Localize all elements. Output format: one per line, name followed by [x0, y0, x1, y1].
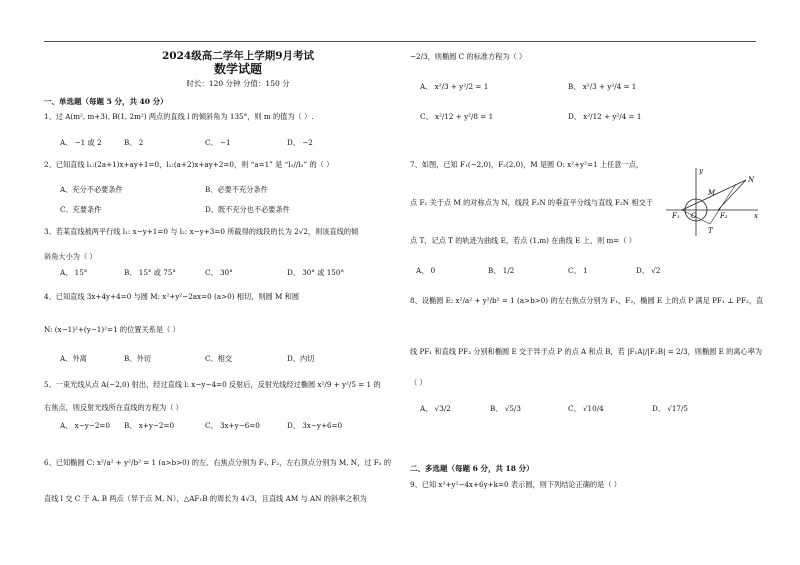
q7-option-b: B、 1/2 — [488, 266, 515, 275]
exam-info: 时长：120 分钟 分值：150 分 — [186, 79, 290, 88]
q5-option-b: B、 x+y−2=0 — [124, 421, 175, 430]
q1-option-c: C、 −1 — [205, 138, 231, 147]
label-f2: F₂ — [720, 212, 728, 220]
q3-option-d: D、 30° 或 150° — [287, 268, 345, 277]
q6-option-c: C、 x²/12 + y²/8 = 1 — [420, 112, 494, 121]
q4-option-c: C、相交 — [205, 354, 233, 363]
q7-option-a: A、 0 — [416, 266, 436, 275]
q5-option-c: C、 3x+y−6=0 — [205, 421, 260, 430]
exam-title: 2024级高二学年上学期9月考试 — [161, 50, 315, 62]
q6-stem-2: 直线 l 交 C 于 A, B 两点（异于点 M, N），△AF₁B 的周长为 4√3，且直线 AM 与 AN 的斜率之积为 — [44, 494, 367, 503]
q2-option-a: A、充分不必要条件 — [60, 185, 123, 194]
q2-option-b: B、必要不充分条件 — [205, 185, 268, 194]
q8-stem-2: 线 PF₁ 和直线 PF₂ 分别和椭圆 E 交于异于点 P 的点 A 和点 B，若 |F₁A|/|F₂B| = 2/3，则椭圆 E 的离心率为 — [410, 347, 763, 356]
q3-stem-2: 斜角大小为（ ） — [44, 252, 97, 261]
q2-stem: 2、已知直线 l₁:(2a+1)x+ay+1=0，l₂:(a+2)x+ay+2=0，则 “a=1” 是 “l₁//l₂” 的（ ） — [44, 160, 334, 169]
exam-subject: 数学试题 — [213, 62, 262, 76]
q1-option-d: D、 −2 — [287, 138, 313, 147]
q5-option-a: A、 x−y−2=0 — [60, 421, 110, 430]
q7-option-c: C、 1 — [568, 266, 588, 275]
label-t: T — [708, 227, 713, 235]
label-n: N — [748, 176, 755, 184]
q8-option-a: A、 √3/2 — [420, 404, 451, 413]
q8-option-c: C、 √10/4 — [568, 404, 604, 413]
label-o: O — [691, 212, 697, 220]
label-y: y — [699, 167, 703, 175]
q5-option-d: D、 3x−y+6=0 — [287, 421, 343, 430]
q6-option-b: B、 x²/3 + y²/4 = 1 — [568, 82, 637, 91]
q8-stem-1: 8、设椭圆 E: x²/a² + y²/b² = 1 (a>b>0) 的左右焦点分别为 F₁，F₂，椭圆 E 上的点 P 满足 PF₁ ⊥ PF₂，直 — [410, 296, 764, 305]
q7-option-d: D、 √2 — [636, 266, 661, 275]
q3-option-a: A、 15° — [60, 268, 88, 277]
q1-option-b: B、 2 — [124, 138, 144, 147]
q4-stem-2: N: (x−1)²+(y−1)²=1 的位置关系是（ ） — [44, 325, 180, 334]
q6-option-d: D、 x²/12 + y²/4 = 1 — [568, 112, 642, 121]
q4-option-b: B、外切 — [124, 354, 151, 363]
q5-stem-2: 右焦点，则反射光线所在直线的方程为（ ） — [44, 403, 183, 412]
top-rule — [44, 41, 756, 42]
q4-stem-1: 4、已知直线 3x+4y+4=0 与圆 M: x²+y²−2ax=0 (a>0) 相切，则圆 M 和圆 — [44, 292, 300, 301]
q6-stem-3: −2/3，则椭圆 C 的标准方程为（ ） — [410, 52, 527, 61]
q2-option-d: D、既不充分也不必要条件 — [205, 205, 290, 214]
q8-stem-3: （ ） — [410, 378, 427, 387]
q9-stem: 9、已知 x²+y²−4x+6y+k=0 表示圆，则下列结论正确的是（ ） — [410, 480, 621, 489]
q3-stem-1: 3、若某直线被两平行线 l₁: x−y+1=0 与 l₂: x−y+3=0 所截得的线段的长为 2√2，则该直线的倾 — [44, 227, 359, 236]
q8-option-b: B、 √5/3 — [490, 404, 521, 413]
q6-stem-1: 6、已知椭圆 C: x²/a² + y²/b² = 1 (a>b>0) 的左、右焦点分别为 F₁, F₂，左右顶点分别为 M, N，过 F₂ 的 — [44, 458, 392, 467]
q4-option-d: D、内切 — [287, 354, 315, 363]
q3-option-c: C、 30° — [205, 268, 233, 277]
q7-stem-2: 点 F₁ 关于点 M 的对称点为 N，线段 F₂N 的垂直平分线与直线 F₂N 相交于 — [410, 198, 653, 207]
q7-stem-3: 点 T，记点 T 的轨迹为曲线 E，若点 (1,m) 在曲线 E 上，则 m=（ ） — [410, 236, 636, 245]
q8-option-d: D、 √17/5 — [652, 404, 688, 413]
q5-stem-1: 5、一束光线从点 A(−2,0) 射出，经过直线 l: x−y−4=0 反射后，反射光线经过椭圆 x²/9 + y²/5 = 1 的 — [44, 380, 381, 389]
q1-stem: 1、过 A(m², m+3), B(1, 2m²) 两点的直线 l 的倾斜角为 135°，则 m 的值为（ ）. — [44, 112, 314, 121]
q6-option-a: A、 x²/3 + y²/2 = 1 — [420, 82, 489, 91]
label-x: x — [754, 212, 758, 220]
label-f1: F₁ — [672, 212, 680, 220]
q2-option-c: C、充要条件 — [60, 205, 102, 214]
q1-option-a: A、 −1 或 2 — [60, 138, 102, 147]
q7-stem-1: 7、如图，已知 F₁(−2,0)，F₂(2,0)，M 是圆 O: x²+y²=1 上任意一点， — [410, 160, 644, 169]
ellipse-figure — [660, 166, 760, 238]
label-m: M — [708, 189, 716, 197]
q3-option-b: B、 15° 或 75° — [124, 268, 176, 277]
section-single-choice: 一、单选题（每题 5 分，共 40 分） — [44, 97, 168, 106]
section-multi-choice: 二、多选题（每题 6 分，共 18 分） — [410, 464, 534, 473]
q4-option-a: A、外离 — [60, 354, 87, 363]
